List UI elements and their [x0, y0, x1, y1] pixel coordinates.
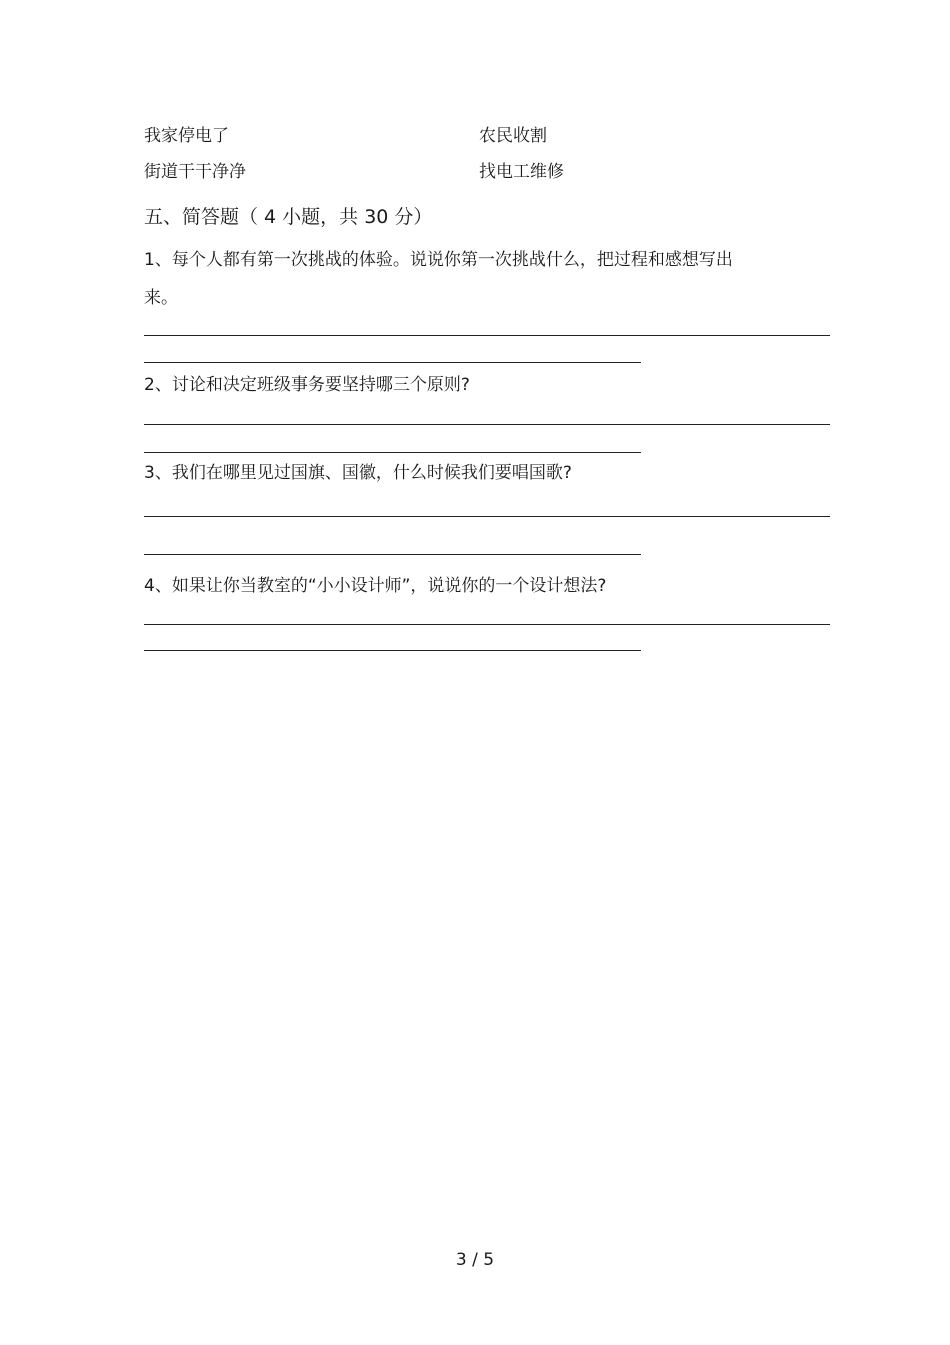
question-2-text: 2、讨论和决定班级事务要坚持哪三个原则?	[144, 375, 470, 395]
answer-line[interactable]	[144, 516, 830, 517]
match-left-item-2: 街道干干净净	[144, 162, 246, 182]
answer-line[interactable]	[144, 624, 830, 625]
question-4-text: 4、如果让你当教室的“小小设计师”，说说你的一个设计想法?	[144, 576, 607, 596]
answer-line[interactable]	[144, 554, 641, 555]
answer-line[interactable]	[144, 452, 641, 453]
question-3-text: 3、我们在哪里见过国旗、国徽，什么时候我们要唱国歌?	[144, 463, 572, 483]
page-number: 3 / 5	[455, 1250, 495, 1270]
match-left-item-1: 我家停电了	[144, 126, 229, 146]
question-1-text: 1、每个人都有第一次挑战的体验。说说你第一次挑战什么，把过程和感想写出	[144, 250, 733, 270]
answer-line[interactable]	[144, 424, 830, 425]
question-1-text-continued: 来。	[144, 288, 178, 308]
match-right-item-2: 找电工维修	[479, 162, 564, 182]
answer-line[interactable]	[144, 335, 830, 336]
section-heading: 五、简答题（ 4 小题，共 30 分）	[144, 206, 433, 228]
answer-line[interactable]	[144, 650, 641, 651]
answer-line[interactable]	[144, 362, 641, 363]
match-right-item-1: 农民收割	[479, 126, 547, 146]
